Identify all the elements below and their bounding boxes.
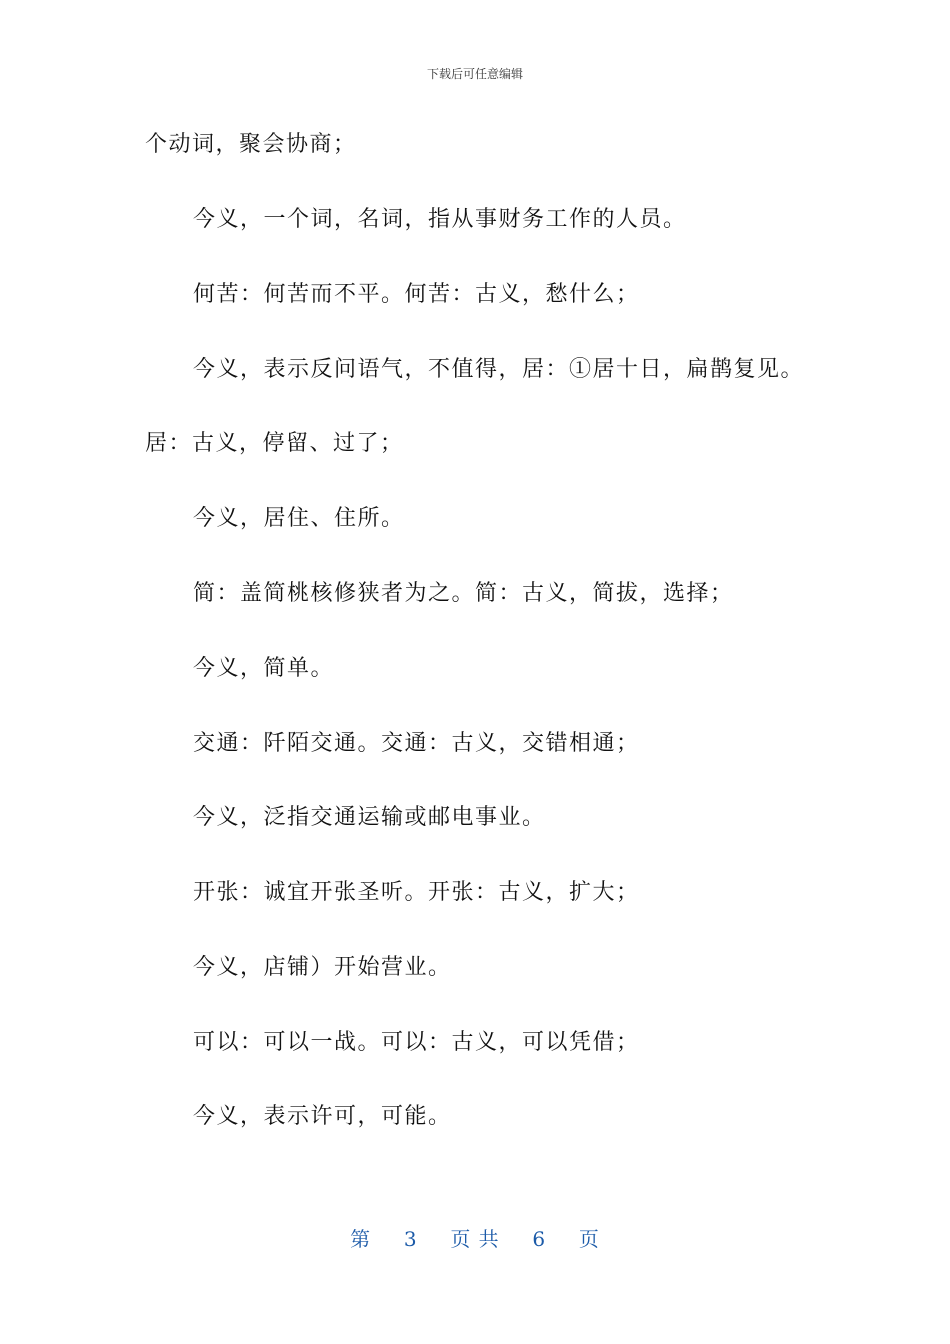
- text-line: 个动词，聚会协商；: [145, 132, 357, 157]
- page-footer: [0, 1225, 950, 1253]
- text-line: 交通：阡陌交通。交通：古义，交错相通；: [193, 731, 640, 756]
- current-page-number: 3: [403, 1227, 418, 1251]
- text-line: 今义，表示许可，可能。: [193, 1104, 452, 1129]
- page-word: 第: [350, 1227, 372, 1251]
- text-line: 居：古义，停留、过了；: [145, 431, 404, 456]
- text-line: 简：盖简桃核修狭者为之。简：古义，简拔，选择；: [193, 581, 734, 606]
- text-line: 今义，简单。: [193, 656, 335, 681]
- text-line: 今义，一个词，名词，指从事财务工作的人员。: [193, 207, 687, 232]
- text-line: 开张：诚宜开张圣听。开张：古义，扩大；: [193, 880, 640, 905]
- text-line: 今义，表示反问语气，不值得，居：①居十日，扁鹊复见。: [193, 357, 805, 382]
- page-end-word: 页: [578, 1227, 600, 1251]
- text-line: 何苦：何苦而不平。何苦：古义，愁什么；: [193, 282, 640, 307]
- total-pages-number: 6: [532, 1227, 547, 1251]
- text-line: 今义，居住、住所。: [193, 506, 405, 531]
- text-line: 今义，店铺）开始营业。: [193, 955, 452, 980]
- text-line: 今义，泛指交通运输或邮电事业。: [193, 805, 546, 830]
- text-line: 可以：可以一战。可以：古义，可以凭借；: [193, 1030, 640, 1055]
- page-of-label: 页 共: [450, 1227, 500, 1251]
- page-header: 下载后可任意编辑: [426, 67, 523, 81]
